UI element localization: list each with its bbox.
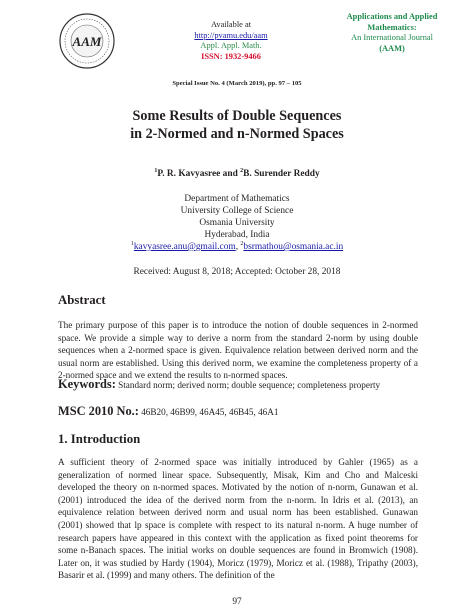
keywords xyxy=(58,377,438,392)
journal-info xyxy=(150,20,312,62)
received-accepted-dates: Received: August 8, 2018; Accepted: October 28, 2018 xyxy=(133,267,341,277)
journal-name-line2: Mathematics: xyxy=(367,22,417,32)
journal-logo xyxy=(58,12,116,70)
email-link-1[interactable]: kavyasree.anu@gmail.com xyxy=(133,242,236,253)
email-sup-2: 2 xyxy=(240,241,244,247)
issn: ISSN: 1932-9466 xyxy=(201,51,261,61)
keywords-text: Standard norm; derived norm; double sequence; completeness property xyxy=(118,380,381,390)
title-line-2: in 2-Normed and n-Normed Spaces xyxy=(130,126,344,142)
author-1: P. R. Kavyasree and xyxy=(157,169,241,180)
msc-text: 46B20, 46B99, 46A45, 46B45, 46A1 xyxy=(141,407,279,417)
email-link-2[interactable]: bsrmathou@osmania.ac.in xyxy=(243,242,344,253)
journal-url-link[interactable]: http://pvamu.edu/aam xyxy=(194,30,268,40)
affiliation xyxy=(0,193,474,241)
keywords-label: Keywords: xyxy=(58,377,116,391)
introduction-heading: 1. Introduction xyxy=(58,432,141,446)
affiliation-line: Hyderabad, India xyxy=(204,230,270,240)
journal-subtitle: An International Journal xyxy=(351,33,433,43)
author-sup-1: 1 xyxy=(154,168,158,174)
journal-abbr: Appl. Appl. Math. xyxy=(200,41,262,51)
special-issue: Special Issue No. 4 (March 2019), pp. 97 – 105 xyxy=(172,80,302,87)
paper-title xyxy=(0,107,474,143)
journal-name-line1: Applications and Applied xyxy=(346,12,438,21)
title-line-1: Some Results of Double Sequences xyxy=(132,108,342,124)
abstract-heading: Abstract xyxy=(58,293,106,307)
affiliation-line: Osmania University xyxy=(199,218,275,228)
author-2: B. Surender Reddy xyxy=(243,169,320,180)
msc-label: MSC 2010 No.: xyxy=(58,404,139,418)
affiliation-line: Department of Mathematics xyxy=(184,194,290,204)
author-sup-2: 2 xyxy=(240,168,244,174)
journal-code: (AAM) xyxy=(379,43,405,53)
journal-name-block xyxy=(318,12,466,54)
page-number: 97 xyxy=(232,597,242,607)
introduction-text: A sufficient theory of 2-normed space was initially introduced by Gahler (1965) as a generalization of normed linear space. Subsequently, Misak, Kim and Cho and Malceski developed the theory on n-normed spaces. Motivated by the notion of n-norm, Gunawan et al. (2001) introduced the idea of the derived norm from the n-norm. In Idris et al. (2013), an equivalence relation between derived norm and usual norm has been established. Gunawan (2001) showed that lp space is complete with respect to its natural n-norm. A huge number of research papers have appeared in this context with the application as fixed point theorems for some n-Banach spaces. The initial works on double sequences are found in Bromwich (1908). Later on, it was studied by Hardy (1904), Moricz (1979), Moricz et al. (1988), Tripathy (2003), Basarir et al. (1999) and many others. The definition of the xyxy=(58,457,418,581)
logo-text: AAM xyxy=(72,34,102,49)
affiliation-line: University College of Science xyxy=(180,206,294,216)
msc-classification xyxy=(58,404,438,419)
email-sup-1: 1 xyxy=(130,241,134,247)
available-at: Available at xyxy=(210,20,252,29)
abstract-text: The primary purpose of this paper is to introduce the notion of double sequences in 2-normed space. We provide a simple way to derive a norm from the standard 2-norm by using double sequences when a 2-normed space is given. Equivalence relation between derived norm and the usual norm are established. Using this derived norm, we examine the completeness property of a 2-normed space and we extend the results to n-normed spaces. xyxy=(58,320,418,381)
author-emails: $^1$kavyasree.anu@gmail.com, $^2$bsrmathou@osmania.ac.in xyxy=(130,241,344,253)
authors xyxy=(0,168,474,179)
